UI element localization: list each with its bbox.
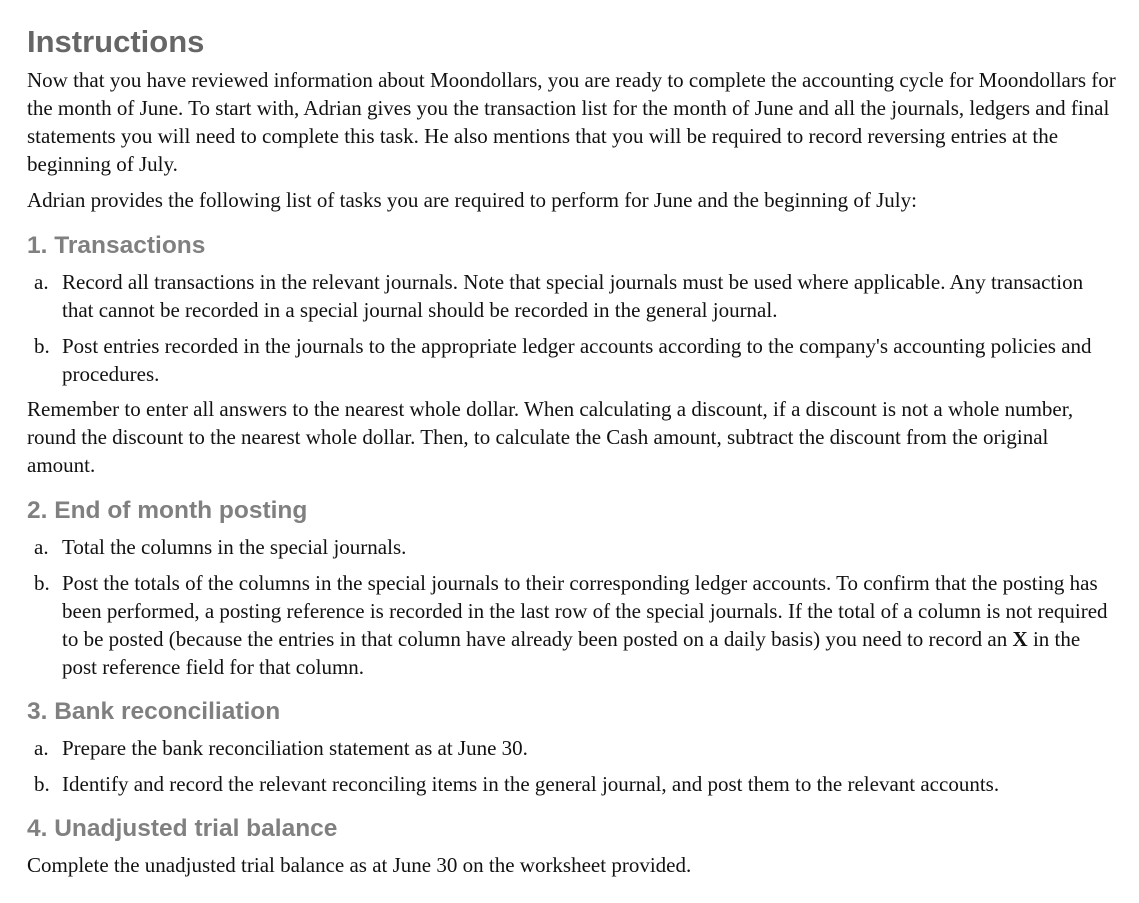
list-item-text: Identify and record the relevant reconciling items in the general journal, and post them to the relevant accounts. xyxy=(62,772,1000,796)
page-title: Instructions xyxy=(27,24,205,59)
list-item-text: Record all transactions in the relevant journals. Note that special journals must be used where applicable. Any transaction that cannot be recorded in a special journal should be recorded in the general journal. xyxy=(62,270,1084,322)
list-item xyxy=(27,569,1117,681)
rounding-note-paragraph: Remember to enter all answers to the nearest whole dollar. When calculating a discount, if a discount is not a whole number, round the discount to the nearest whole dollar. Then, to calculate the Cash amount, subtract the discount from the original amount. xyxy=(27,397,1074,477)
list-item xyxy=(27,770,1117,798)
intro-paragraph: Now that you have reviewed information about Moondollars, you are ready to complete the accounting cycle for Moondollars for the month of June. To start with, Adrian gives you the transaction list for the month of June and all the journals, ledgers and final statements you will need to complete this task. He also mentions that you will be required to record reversing entries at the beginning of July. xyxy=(27,68,1116,176)
list-marker: b. xyxy=(34,772,50,796)
list-item xyxy=(27,332,1117,388)
list-item xyxy=(27,533,1117,561)
list-item xyxy=(27,734,1117,762)
list-marker: b. xyxy=(34,334,50,358)
bold-x-mark: X xyxy=(1012,627,1028,651)
list-item-text-tail: in the post reference field for that column. xyxy=(62,627,1081,679)
posting-task-list xyxy=(27,533,1117,681)
section-heading-end-of-month-posting: 2. End of month posting xyxy=(27,497,308,524)
list-marker: a. xyxy=(34,736,49,760)
list-marker: b. xyxy=(34,571,50,595)
list-item-text: Prepare the bank reconciliation statement as at June 30. xyxy=(62,736,528,760)
section-heading-unadjusted-trial-balance: 4. Unadjusted trial balance xyxy=(27,815,338,842)
section-heading-transactions: 1. Transactions xyxy=(27,232,206,259)
list-marker: a. xyxy=(34,270,49,294)
trial-balance-paragraph: Complete the unadjusted trial balance as at June 30 on the worksheet provided. xyxy=(27,853,692,877)
list-item-text: Post the totals of the columns in the special journals to their corresponding ledger accounts. To confirm that the posting has been performed, a posting reference is recorded in the last row of the special journals. If the total of a column is not required to be posted (because the entries in that column have already been posted on a daily basis) you need to record an xyxy=(62,571,1108,651)
list-marker: a. xyxy=(34,535,49,559)
instructions-page xyxy=(27,22,1117,879)
list-item-text: Total the columns in the special journals. xyxy=(62,535,407,559)
list-item xyxy=(27,268,1117,324)
transactions-task-list xyxy=(27,268,1117,388)
list-item-text: Post entries recorded in the journals to the appropriate ledger accounts according to the company's accounting policies and procedures. xyxy=(62,334,1092,386)
task-lead-paragraph: Adrian provides the following list of tasks you are required to perform for June and the beginning of July: xyxy=(27,188,917,212)
section-heading-bank-reconciliation: 3. Bank reconciliation xyxy=(27,698,281,725)
reconciliation-task-list xyxy=(27,734,1117,798)
